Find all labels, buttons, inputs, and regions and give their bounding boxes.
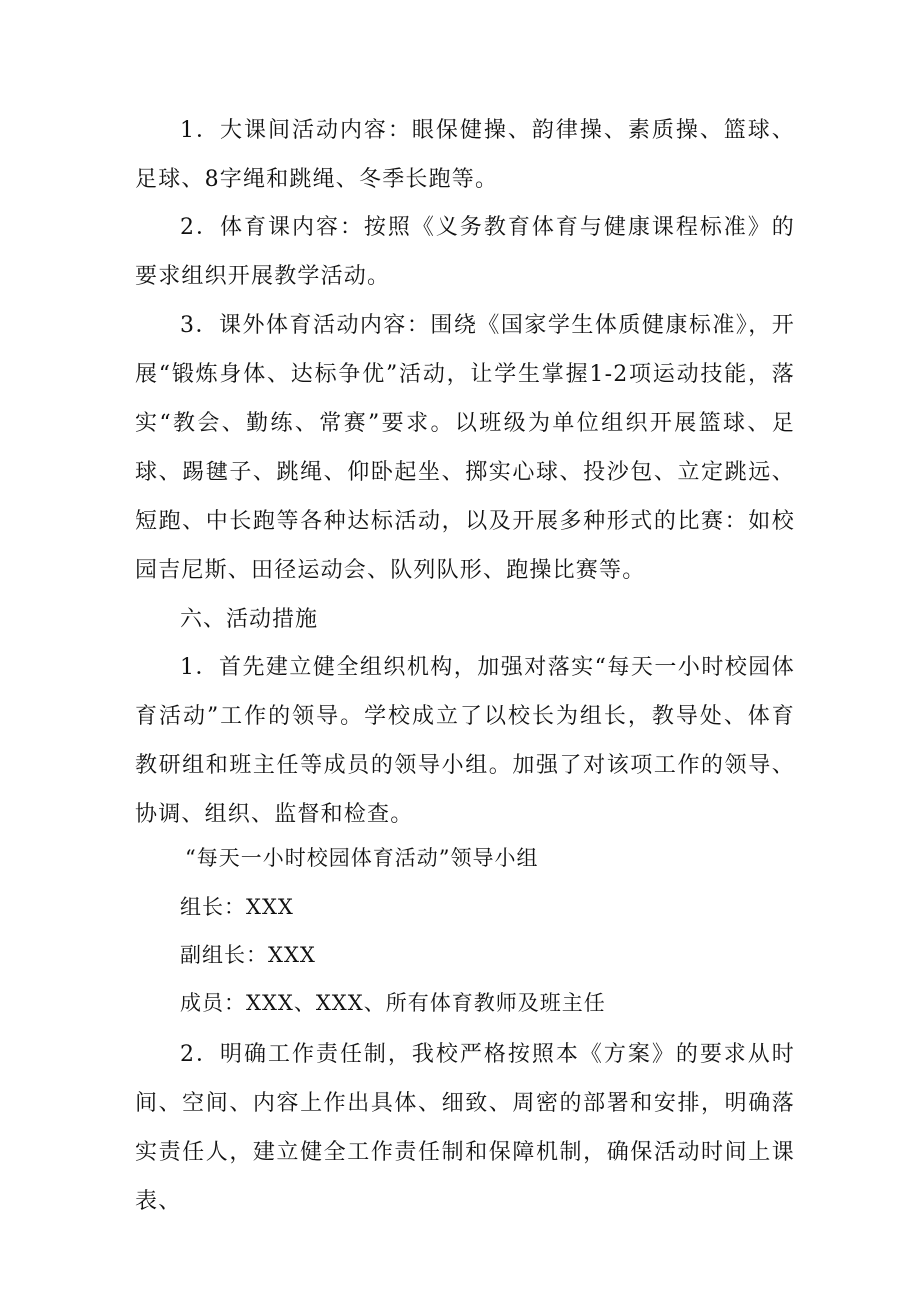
paragraph-responsibility-system: 2．明确工作责任制，我校严格按照本《方案》的要求从时间、空间、内容上作出具体、细致、周密的部署和安排，明确落实责任人，建立健全工作责任制和保障机制，确保活动时间上课表、: [135, 1042, 795, 1214]
paragraph-organization-setup: 1．首先建立健全组织机构，加强对落实“每天一小时校园体育活动”工作的领导。学校成立了以校长为组长，教导处、体育教研组和班主任等成员的领导小组。加强了对该项工作的领导、协调、组织、监督和检查。: [135, 655, 795, 827]
group-leader-line: 组长：XXX: [180, 895, 294, 919]
section-heading-activity-measures: 六、活动措施: [180, 607, 319, 632]
deputy-leader-line: 副组长：XXX: [180, 943, 316, 967]
paragraph-extracurricular-activities: 3．课外体育活动内容：围绕《国家学生体质健康标准》，开展“锻炼身体、达标争优”活动，让学生掌握1-2项运动技能，落实“教会、勤练、常赛”要求。以班级为单位组织开展篮球、足球、踢毽子、跳绳、仰卧起坐、掷实心球、投沙包、立定跳远、短跑、中长跑等各种达标活动，以及开展多种形式的比赛：如校园吉尼斯、田径运动会、队列队形、跑操比赛等。: [135, 313, 795, 583]
leadership-group-title: “每天一小时校园体育活动”领导小组: [185, 846, 539, 870]
members-line: 成员：XXX、XXX、所有体育教师及班主任: [180, 991, 606, 1015]
paragraph-big-break-activities: 1．大课间活动内容：眼保健操、韵律操、素质操、篮球、足球、8字绳和跳绳、冬季长跑等。: [135, 118, 795, 192]
paragraph-pe-class-content: 2．体育课内容：按照《义务教育体育与健康课程标准》的要求组织开展教学活动。: [135, 215, 795, 289]
